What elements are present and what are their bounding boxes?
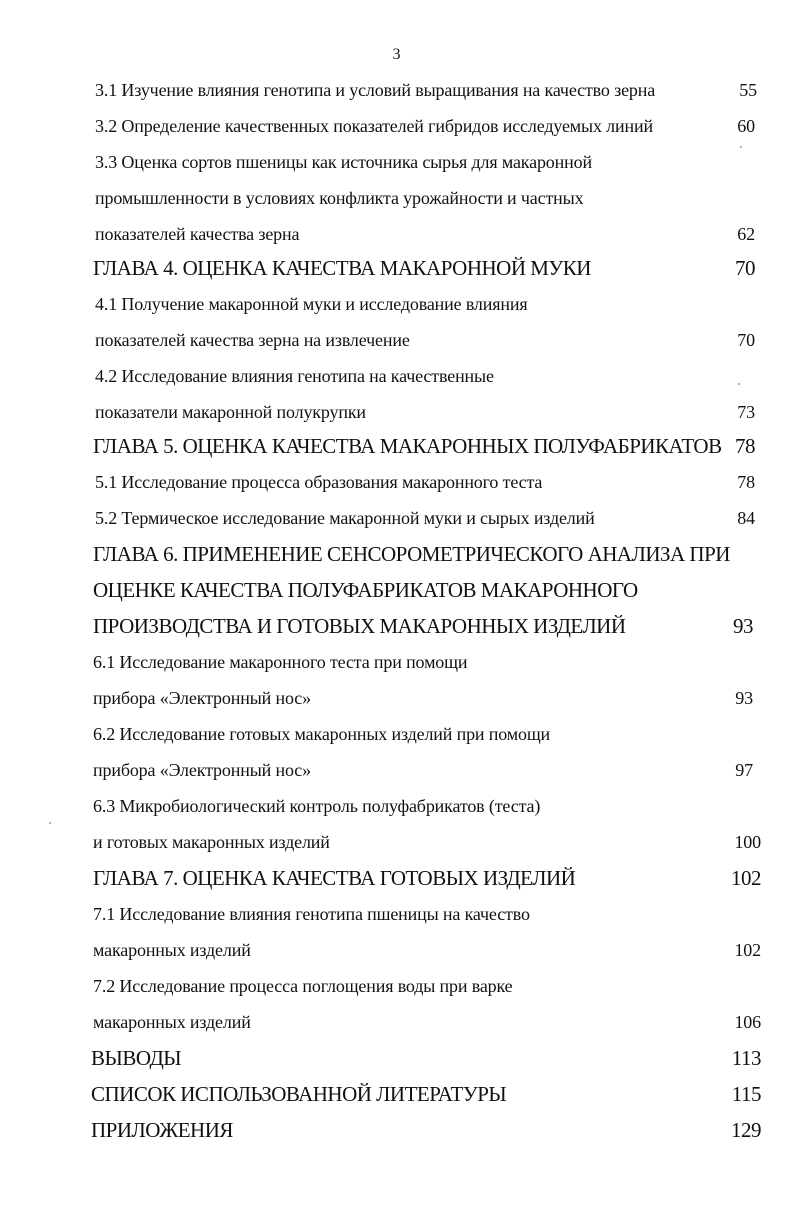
toc-entry-title: ГЛАВА 4. ОЦЕНКА КАЧЕСТВА МАКАРОННОЙ МУКИ bbox=[93, 256, 591, 280]
toc-entry-page: 62 bbox=[737, 224, 755, 244]
toc-entry-title: показателей качества зерна на извлечение bbox=[95, 330, 410, 350]
toc-entry-title: показателей качества зерна bbox=[95, 224, 300, 244]
toc-chapter-5 bbox=[93, 432, 755, 460]
toc-entry-title: 3.2 Определение качественных показателей гибридов исследуемых линий bbox=[95, 116, 653, 136]
toc-appendices bbox=[91, 1116, 761, 1144]
toc-entry-page: 97 bbox=[735, 760, 753, 780]
toc-entry-title: показатели макаронной полукрупки bbox=[95, 402, 366, 422]
toc-entry-title: ВЫВОДЫ bbox=[91, 1046, 182, 1070]
toc-entry-page: 100 bbox=[734, 832, 761, 852]
toc-entry-title: ПРОИЗВОДСТВА И ГОТОВЫХ МАКАРОННЫХ ИЗДЕЛИЙ bbox=[93, 614, 626, 638]
toc-entry-6-3-line2 bbox=[93, 828, 761, 856]
toc-entry-3-3-line3 bbox=[95, 220, 755, 248]
toc-entry-title: 6.2 Исследование готовых макаронных изделий при помощи bbox=[93, 724, 551, 744]
scan-speck bbox=[738, 383, 740, 385]
toc-entry-6-2-line2 bbox=[93, 756, 753, 784]
toc-entry-page: 102 bbox=[734, 940, 761, 960]
toc-entry-page: 78 bbox=[737, 472, 755, 492]
toc-entry-7-1-line1 bbox=[93, 900, 761, 928]
toc-entry-title: 7.2 Исследование процесса поглощения воды при варке bbox=[93, 976, 513, 996]
toc-entry-page: 73 bbox=[737, 402, 755, 422]
toc-entry-page: 106 bbox=[734, 1012, 761, 1032]
toc-entry-page: 70 bbox=[737, 330, 755, 350]
toc-entry-6-1-line2 bbox=[93, 684, 753, 712]
toc-entry-title: ОЦЕНКЕ КАЧЕСТВА ПОЛУФАБРИКАТОВ МАКАРОННОГО bbox=[93, 578, 638, 602]
toc-entry-title: 4.1 Получение макаронной муки и исследование влияния bbox=[95, 294, 528, 314]
scan-speck bbox=[49, 822, 51, 824]
toc-entry-title: 7.1 Исследование влияния генотипа пшеницы на качество bbox=[93, 904, 530, 924]
toc-references bbox=[91, 1080, 761, 1108]
toc-entry-title: и готовых макаронных изделий bbox=[93, 832, 330, 852]
toc-entry-title: ГЛАВА 6. ПРИМЕНЕНИЕ СЕНСОРОМЕТРИЧЕСКОГО АНАЛИЗА ПРИ bbox=[93, 542, 730, 566]
toc-entry-3-2 bbox=[95, 112, 755, 140]
page-number: 3 bbox=[392, 46, 401, 63]
toc-entry-title: 6.3 Микробиологический контроль полуфабрикатов (теста) bbox=[93, 796, 541, 816]
toc-entry-title: 4.2 Исследование влияния генотипа на качественные bbox=[95, 366, 494, 386]
toc-entry-title: прибора «Электронный нос» bbox=[93, 760, 311, 780]
toc-entry-7-2-line1 bbox=[93, 972, 761, 1000]
toc-entry-3-3-line2 bbox=[95, 184, 755, 212]
toc-entry-title: 5.1 Исследование процесса образования макаронного теста bbox=[95, 472, 543, 492]
toc-entry-title: ГЛАВА 7. ОЦЕНКА КАЧЕСТВА ГОТОВЫХ ИЗДЕЛИЙ bbox=[93, 866, 576, 890]
toc-entry-4-2-line1 bbox=[95, 362, 755, 390]
toc-entry-4-1-line2 bbox=[95, 326, 755, 354]
toc-entry-3-1 bbox=[95, 76, 757, 104]
toc-entry-title: 6.1 Исследование макаронного теста при помощи bbox=[93, 652, 468, 672]
toc-entry-page: 129 bbox=[731, 1118, 761, 1142]
toc-entry-title: прибора «Электронный нос» bbox=[93, 688, 311, 708]
toc-chapter-6-line1 bbox=[93, 540, 755, 568]
toc-chapter-4 bbox=[93, 254, 755, 282]
toc-entry-6-2-line1 bbox=[93, 720, 753, 748]
toc-entry-4-2-line2 bbox=[95, 398, 755, 426]
toc-entry-page: 70 bbox=[735, 256, 755, 280]
toc-entry-3-3-line1 bbox=[95, 148, 755, 176]
toc-entry-title: 3.3 Оценка сортов пшеницы как источника сырья для макаронной bbox=[95, 152, 592, 172]
scan-speck bbox=[740, 146, 742, 148]
toc-entry-6-3-line1 bbox=[93, 792, 761, 820]
toc-entry-page: 84 bbox=[737, 508, 755, 528]
toc-entry-7-2-line2 bbox=[93, 1008, 761, 1036]
toc-entry-page: 60 bbox=[737, 116, 755, 136]
toc-entry-title: макаронных изделий bbox=[93, 940, 251, 960]
toc-chapter-6-line3 bbox=[93, 612, 753, 640]
toc-entry-7-1-line2 bbox=[93, 936, 761, 964]
toc-conclusions bbox=[91, 1044, 761, 1072]
toc-entry-page: 93 bbox=[735, 688, 753, 708]
toc-chapter-6-line2 bbox=[93, 576, 755, 604]
toc-entry-title: макаронных изделий bbox=[93, 1012, 251, 1032]
toc-entry-page: 102 bbox=[731, 866, 761, 890]
toc-entry-title: ПРИЛОЖЕНИЯ bbox=[91, 1118, 233, 1142]
toc-entry-title: СПИСОК ИСПОЛЬЗОВАННОЙ ЛИТЕРАТУРЫ bbox=[91, 1082, 507, 1106]
toc-entry-page: 115 bbox=[731, 1082, 761, 1106]
toc-entry-page: 78 bbox=[735, 434, 755, 458]
toc-entry-page: 55 bbox=[739, 80, 757, 100]
toc-entry-5-2 bbox=[95, 504, 755, 532]
toc-entry-5-1 bbox=[95, 468, 755, 496]
toc-entry-title: ГЛАВА 5. ОЦЕНКА КАЧЕСТВА МАКАРОННЫХ ПОЛУФАБРИКАТОВ bbox=[93, 434, 722, 458]
toc-entry-title: 3.1 Изучение влияния генотипа и условий выращивания на качество зерна bbox=[95, 80, 656, 100]
toc-entry-page: 113 bbox=[731, 1046, 761, 1070]
toc-entry-4-1-line1 bbox=[95, 290, 755, 318]
toc-entry-page: 93 bbox=[733, 614, 753, 638]
toc-entry-title: промышленности в условиях конфликта урожайности и частных bbox=[95, 188, 584, 208]
toc-entry-6-1-line1 bbox=[93, 648, 753, 676]
toc-chapter-7 bbox=[93, 864, 761, 892]
toc-entry-title: 5.2 Термическое исследование макаронной муки и сырых изделий bbox=[95, 508, 595, 528]
